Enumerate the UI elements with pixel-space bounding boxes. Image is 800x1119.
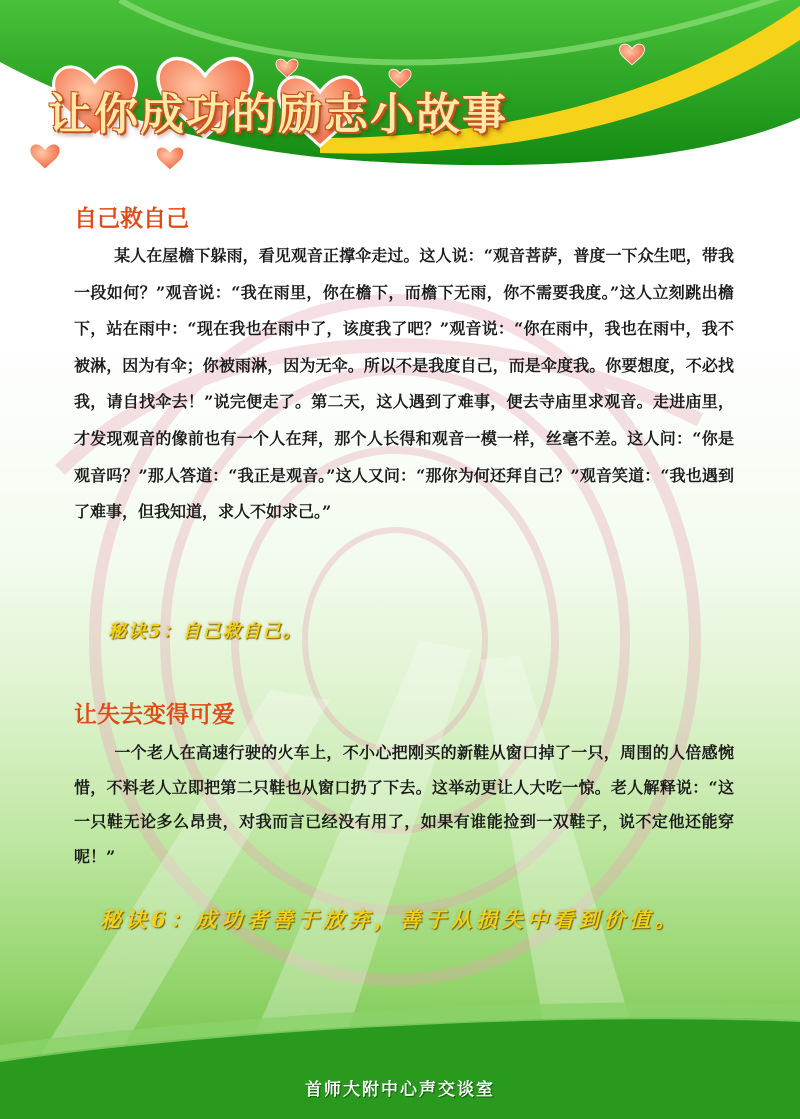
story-1-secret: 秘诀5：自己救自己。 [108, 621, 303, 642]
story-2-heading: 让失去变得可爱 [74, 702, 235, 728]
story-2-text-content: 一个老人在高速行驶的火车上，不小心把刚买的新鞋从窗口掉了一只，周围的人倍感惋惜，不料老人立即把第二只鞋也从窗口扔了下去。这举动更让人大吃一惊。老人解释说：“这一只鞋无论多么昂贵，对我而言已经没有用了，如果有谁能捡到一双鞋子，说不定他还能穿呢！” [74, 743, 734, 866]
story-1-heading: 自己救自己 [74, 206, 189, 232]
footer-label: 首师大附中心声交谈室 [305, 1080, 495, 1100]
poster-title: 让你成功的励志小故事 [48, 89, 508, 140]
story-2-secret: 秘诀6：成功者善于放弃，善于从损失中看到价值。 [100, 907, 681, 932]
story-1-text [74, 238, 734, 531]
story-1-text-content: 某人在屋檐下躲雨，看见观音正撑伞走过。这人说：“观音菩萨，普度一下众生吧，带我一段如何？”观音说：“我在雨里，你在檐下，而檐下无雨，你不需要我度。”这人立刻跳出檐下，站在雨中：“现在我也在雨中了，该度我了吧？”观音说：“你在雨中，我也在雨中，我不被淋，因为有伞；你被雨淋，因为无伞。所以不是我度自己，而是伞度我。你要想度，不必找我，请自找伞去！”说完便走了。第二天，这人遇到了难事，便去寺庙里求观音。走进庙里，才发现观音的像前也有一个人在拜，那个人长得和观音一模一样，丝毫不差。这人问：“你是观音吗？”那人答道：“我正是观音。”这人又问：“那你为何还拜自己？”观音笑道：“我也遇到了难事，但我知道，求人不如求己。” [74, 246, 734, 522]
story-2-text [74, 736, 734, 874]
